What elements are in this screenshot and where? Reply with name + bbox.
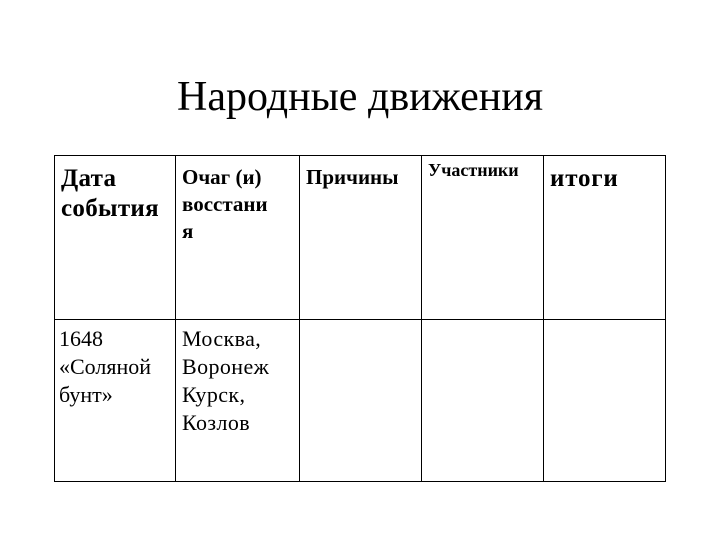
header-cell-date — [55, 156, 176, 320]
row-cell-results — [544, 320, 666, 482]
row-cell-date — [55, 320, 176, 482]
row-date-text: 1648 «Соляной бунт» — [59, 326, 152, 407]
table-header-row — [55, 156, 666, 320]
row-cell-participants — [422, 320, 544, 482]
header-causes-label: Причины — [306, 165, 399, 189]
header-cell-results — [544, 156, 666, 320]
row-center-text: Москва, Воронеж Курск, Козлов — [182, 326, 270, 435]
header-cell-participants — [422, 156, 544, 320]
events-table — [54, 155, 666, 482]
header-cell-causes — [300, 156, 422, 320]
header-participants-label: Участники — [428, 160, 519, 180]
row-participants-text — [422, 320, 543, 325]
slide-title: Народные движения — [176, 74, 544, 120]
header-date-label: Дата события — [61, 165, 159, 222]
header-cell-center — [176, 156, 300, 320]
row-results-text — [544, 320, 665, 325]
header-results-label: итоги — [550, 165, 619, 192]
row-causes-text — [300, 320, 421, 325]
header-center-label: Очаг (и) восстани я — [182, 165, 268, 243]
row-cell-center — [176, 320, 300, 482]
row-cell-causes — [300, 320, 422, 482]
table-row — [55, 320, 666, 482]
